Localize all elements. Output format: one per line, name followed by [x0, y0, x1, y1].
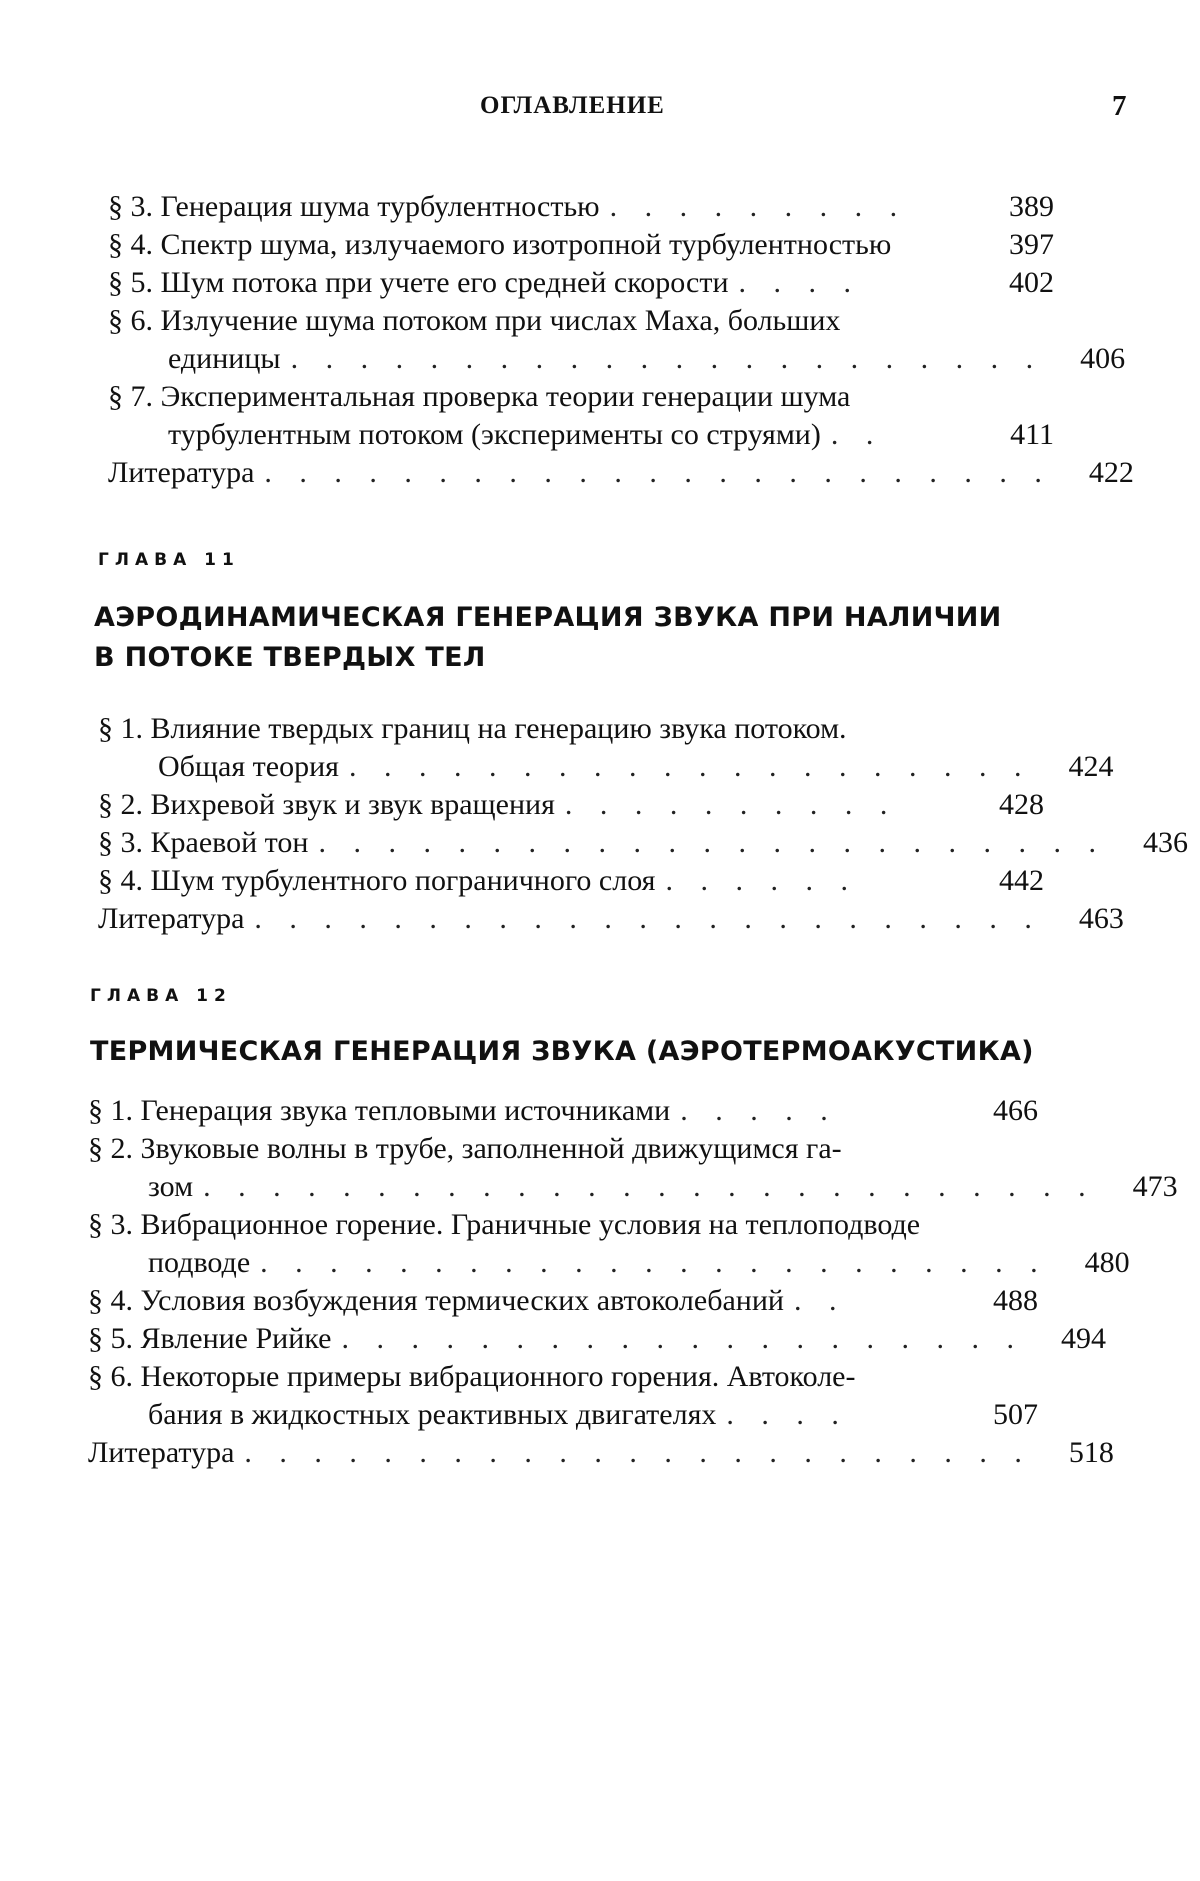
toc-entry	[108, 302, 1054, 340]
entry-page: 397	[1009, 228, 1054, 261]
toc-entry	[98, 710, 1044, 748]
toc-entry	[108, 264, 1054, 302]
leader-dots: . . . .	[726, 1398, 849, 1431]
leader-dots: . . . . . . . . . .	[564, 788, 898, 821]
entry-page: 480	[1084, 1246, 1130, 1279]
leader-dots: . . . . . . . . . . . . . . . . . . . . . . .	[254, 902, 1042, 935]
leader-dots: . . . . . . . . . . . . . . . . . . . . . . .	[260, 1246, 1048, 1279]
entry-title: бания в жидкостных реактивных двигателях	[148, 1398, 717, 1431]
entry-title: Звуковые волны в трубе, заполненной движущимся га-	[140, 1132, 842, 1165]
leader-dots: . .	[830, 418, 884, 451]
section-mark: § 4.	[108, 228, 153, 261]
entry-title: Условия возбуждения термических автоколебаний	[140, 1284, 784, 1317]
toc-entry-continuation	[108, 416, 1054, 454]
entry-title: Генерация звука тепловыми источниками	[140, 1094, 671, 1127]
leader-dots: . . . . . . . . . . . . . . . . . . . . . . . . . .	[203, 1170, 1096, 1203]
toc-entry	[88, 1092, 1038, 1130]
entry-title: Явление Рийке	[140, 1322, 332, 1355]
section-mark: § 1.	[88, 1094, 133, 1127]
toc-entry-continuation	[88, 1396, 1038, 1434]
entry-title: Спектр шума, излучаемого изотропной турбулентностью	[160, 228, 892, 261]
section-mark: § 5.	[88, 1322, 133, 1355]
running-header	[0, 92, 1200, 132]
toc-block-chapter10-end	[108, 188, 1134, 492]
section-mark: § 2.	[88, 1132, 133, 1165]
toc-block-chapter12	[88, 1092, 1178, 1472]
entry-page: 424	[1068, 750, 1114, 783]
toc-entry	[108, 378, 1054, 416]
chapter-title	[90, 1032, 1034, 1072]
toc-entry	[88, 1320, 1106, 1358]
entry-page: 406	[1080, 342, 1126, 375]
toc-entry-literature	[108, 454, 1134, 492]
entry-title: Вихревой звук и звук вращения	[150, 788, 555, 821]
entry-page: 488	[993, 1284, 1038, 1317]
leader-dots: . . . .	[738, 266, 861, 299]
toc-entry	[88, 1282, 1038, 1320]
chapter-label: ГЛАВА 12	[90, 986, 232, 1006]
chapter-title-line: ТЕРМИЧЕСКАЯ ГЕНЕРАЦИЯ ЗВУКА (АЭРОТЕРМОАКУСТИКА)	[90, 1036, 1034, 1067]
toc-entry	[98, 824, 1188, 862]
chapter-title-line: АЭРОДИНАМИЧЕСКАЯ ГЕНЕРАЦИЯ ЗВУКА ПРИ НАЛИЧИИ	[94, 602, 1002, 633]
entry-title: единицы	[168, 342, 281, 375]
leader-dots: . . . . .	[680, 1094, 838, 1127]
entry-page: 389	[1009, 190, 1054, 223]
section-mark: § 6.	[88, 1360, 133, 1393]
section-mark: § 2.	[98, 788, 143, 821]
section-mark: § 7.	[108, 380, 153, 413]
chapter-title	[94, 598, 1002, 678]
section-mark: § 3.	[98, 826, 143, 859]
entry-title: Экспериментальная проверка теории генерации шума	[160, 380, 851, 413]
leader-dots: . . . . . . . . .	[609, 190, 908, 223]
entry-title: зом	[148, 1170, 194, 1203]
entry-title: Краевой тон	[150, 826, 309, 859]
entry-title: Вибрационное горение. Граничные условия на теплоподводе	[140, 1208, 921, 1241]
leader-dots: . . . . . .	[665, 864, 858, 897]
toc-entry-continuation	[98, 748, 1114, 786]
section-mark: § 3.	[108, 190, 153, 223]
entry-title: Некоторые примеры вибрационного горения. Автоколе-	[140, 1360, 856, 1393]
leader-dots: . . . . . . . . . . . . . . . . . . . .	[348, 750, 1032, 783]
section-mark: § 4.	[88, 1284, 133, 1317]
leader-dots: . . . . . . . . . . . . . . . . . . . . . .	[290, 342, 1044, 375]
toc-entry	[98, 862, 1044, 900]
toc-entry-literature	[88, 1434, 1114, 1472]
toc-entry	[98, 786, 1044, 824]
section-mark: § 6.	[108, 304, 153, 337]
section-mark: § 1.	[98, 712, 143, 745]
toc-entry-continuation	[108, 340, 1126, 378]
entry-page: 411	[1010, 418, 1054, 451]
entry-page: 507	[993, 1398, 1038, 1431]
entry-title: Влияние твердых границ на генерацию звука потоком.	[150, 712, 847, 745]
entry-title: подводе	[148, 1246, 251, 1279]
toc-entry-continuation	[88, 1168, 1178, 1206]
page-number: 7	[1112, 90, 1127, 122]
entry-title: Литература	[88, 1436, 235, 1469]
section-mark: § 5.	[108, 266, 153, 299]
toc-entry	[88, 1206, 1038, 1244]
running-title: ОГЛАВЛЕНИЕ	[480, 92, 665, 119]
entry-title: Литература	[108, 456, 255, 489]
section-mark: § 3.	[88, 1208, 133, 1241]
entry-page: 518	[1068, 1436, 1114, 1469]
toc-entry	[108, 226, 1054, 264]
entry-title: Литература	[98, 902, 245, 935]
entry-title: Генерация шума турбулентностью	[160, 190, 600, 223]
entry-page: 494	[1060, 1322, 1106, 1355]
leader-dots: . . . . . . . . . . . . . . . . . . . . . . .	[264, 456, 1052, 489]
leader-dots: . .	[793, 1284, 847, 1317]
entry-page: 442	[999, 864, 1044, 897]
toc-entry	[88, 1358, 1038, 1396]
entry-title: Шум потока при учете его средней скорости	[160, 266, 729, 299]
entry-page: 428	[999, 788, 1044, 821]
entry-title: Общая теория	[158, 750, 339, 783]
entry-page: 466	[993, 1094, 1038, 1127]
leader-dots: . . . . . . . . . . . . . . . . . . . .	[341, 1322, 1024, 1355]
toc-entry-literature	[98, 900, 1124, 938]
toc-entry	[88, 1130, 1038, 1168]
entry-page: 473	[1132, 1170, 1178, 1203]
leader-dots: . . . . . . . . . . . . . . . . . . . . . . .	[318, 826, 1106, 859]
entry-title: Излучение шума потоком при числах Маха, больших	[160, 304, 841, 337]
chapter-title-line: В ПОТОКЕ ТВЕРДЫХ ТЕЛ	[94, 642, 486, 673]
chapter-label: ГЛАВА 11	[98, 550, 240, 570]
toc-block-chapter11	[98, 710, 1188, 938]
entry-page: 463	[1078, 902, 1124, 935]
toc-entry-continuation	[88, 1244, 1130, 1282]
entry-page: 436	[1142, 826, 1188, 859]
section-mark: § 4.	[98, 864, 143, 897]
toc-entry	[108, 188, 1054, 226]
entry-page: 422	[1088, 456, 1134, 489]
entry-page: 402	[1009, 266, 1054, 299]
entry-title: турбулентным потоком (эксперименты со струями)	[168, 418, 821, 451]
entry-title: Шум турбулентного пограничного слоя	[150, 864, 656, 897]
leader-dots: . . . . . . . . . . . . . . . . . . . . . . .	[244, 1436, 1032, 1469]
